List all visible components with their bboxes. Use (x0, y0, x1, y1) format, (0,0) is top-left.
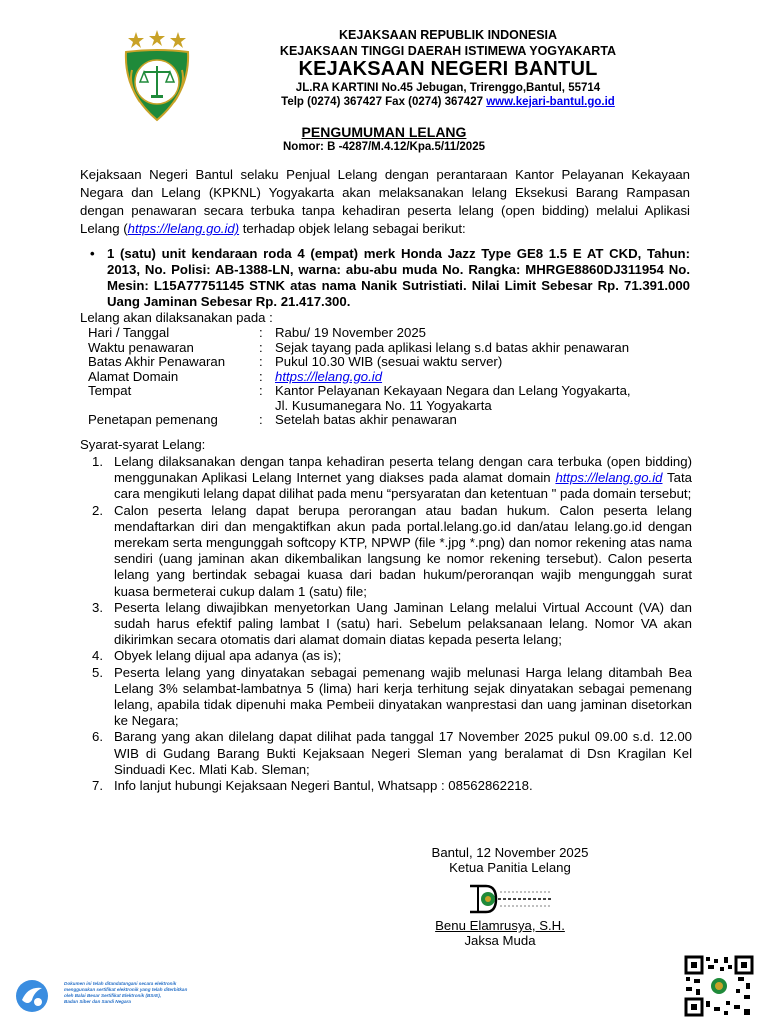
intro-lelang-link[interactable]: https://lelang.go.id) (127, 221, 240, 236)
schedule-value (275, 384, 631, 413)
intro-text-before: Kejaksaan Negeri Bantul selaku Penjual Lelang dengan perantaraan Kantor Pelayanan Kekayaan Negara dan Lelang (KPKNL) Yogyakarta akan melaksanakan lelang Eksekusi Barang Rampasan dengan penawaran secara terbuka tanpa kehadiran peserta lelang (open bidding) melalui Aplikasi Lelang ( (80, 167, 690, 236)
list-item (92, 729, 692, 778)
schedule-label: Tempat (88, 383, 132, 399)
signer-rank: Jaksa Muda (464, 933, 536, 948)
auction-object (90, 246, 690, 310)
signature-role: Ketua Panitia Lelang (449, 860, 571, 875)
schedule-label: Batas Akhir Penawaran (88, 354, 226, 370)
signature-block (400, 845, 620, 875)
letterhead-website-link[interactable]: www.kejari-bantul.go.id (486, 96, 615, 108)
letterhead-contact (248, 96, 648, 108)
bsre-line: Badan Siber dan Sandi Negara (64, 999, 131, 1004)
schedule-intro: Lelang akan dilaksanakan pada : (80, 310, 273, 325)
list-item-number: 1. (92, 454, 103, 469)
schedule-value: Pukul 10.30 WIB (sesuai waktu server) (275, 354, 503, 370)
list-item-text: Obyek lelang dijual apa adanya (as is); (114, 648, 342, 664)
list-item-text: Info lanjut hubungi Kejaksaan Negeri Bantul, Whatsapp : 08562862218. (114, 778, 533, 794)
requirements-title: Syarat-syarat Lelang: (80, 437, 206, 452)
list-item (92, 648, 692, 664)
letterhead-address: JL.RA KARTINI No.45 Jebugan, Trirenggo,Bantul, 55714 (295, 82, 601, 94)
schedule-value: Rabu/ 19 November 2025 (275, 325, 427, 340)
schedule-colon: : (259, 354, 263, 370)
auction-object-description: 1 (satu) unit kendaraan roda 4 (empat) merk Honda Jazz Type GE8 1.5 E AT CKD, Tahun: 2013, No. Polisi: AB-1388-LN, warna: abu-abu muda No. Rangka: MHRGE8860DJ311954 No. Mesin: L15A77751145 STNK atas nama Nanik Sutristiati. Nilai Limit Sebesar Rp. 71.391.000 Uang Jaminan Sebesar Rp. 21.417.300. (107, 246, 690, 309)
list-item (92, 600, 692, 649)
schedule-label: Penetapan pemenang (88, 411, 218, 427)
schedule-colon: : (259, 411, 263, 427)
list-item-number: 2. (92, 502, 103, 518)
list-item-number: 6. (92, 729, 103, 745)
schedule-value-line1: Kantor Pelayanan Kekayaan Negara dan Lelang Yogyakarta, (275, 383, 631, 399)
list-item-text: Peserta lelang diwajibkan menyetorkan Uang Jaminan Lelang melalui Virtual Account (VA) dan sudah harus efektif paling lambat I (satu) hari. Sebelum pelaksanaan lelang. Nomor VA akan dikirimkan secara otomatis dari alamat domain diatas kepada peserta lelang; (114, 599, 692, 648)
list-item-number: 7. (92, 778, 103, 794)
schedule-value-line2: Jl. Kusumanegara No. 11 Yogyakarta (275, 397, 492, 413)
bsre-line: Dokumen ini telah ditandatangani secara elektronik (64, 981, 177, 986)
announcement-number: Nomor: B -4287/M.4.12/Kpa.5/11/2025 (283, 141, 485, 153)
letterhead-office-name: KEJAKSAAN NEGERI BANTUL (298, 58, 598, 80)
bsre-line: oleh Balai Besar Sertifikat Elektronik (BSrE), (64, 993, 162, 998)
bullet-dot: • (90, 246, 95, 261)
bsre-line: menggunakan sertifikat elektronik yang telah diterbitkan (64, 987, 188, 992)
bsre-logo-icon (14, 978, 50, 1014)
list-item-text: Barang yang akan dilelang dapat dilihat pada tanggal 17 November 2025 pukul 09.00 s.d. 12.00 WIB di Gudang Barang Bukti Kejaksaan Negeri Sleman yang beralamat di Dsn Kragilan Kel Sinduadi Kec. Mlati Kab. Sleman; (114, 729, 692, 777)
schedule-label: Alamat Domain (88, 368, 179, 384)
list-item-text: Calon peserta lelang dapat berupa perorangan atau badan hukum. Calon peserta lelang mendaftarkan diri dan mengaktifkan akun pada portal.lelang.go.id dan/atau lelang.go.id dengan merekam serta mengunggah softcopy KTP, NPWP (file *.jpg *.png) dan nomor rekening atas nama sendiri (uang jaminan akan dikembalikan langsung ke nomor rekening tersebut). Calon peserta lelang yang bertindak sebagai kuasa dari badan hukum/peroranqan wajib mengunggah surat kuasa bermeterai cukup dalam 1 (satu) file; (114, 502, 692, 599)
schedule-label: Waktu penawaran (88, 339, 194, 355)
bsre-text (64, 981, 254, 1005)
schedule-value: Setelah batas akhir penawaran (275, 411, 457, 427)
list-item (92, 665, 692, 730)
schedule-colon: : (259, 339, 263, 355)
requirement-lelang-link[interactable]: https://lelang.go.id (555, 470, 663, 486)
list-item-text: Tata cara mengikuti lelang dapat dilihat pada menu “persyaratan dan ketentuan " pada domain tersebut; (114, 470, 692, 502)
list-item (92, 454, 692, 503)
letterhead-line1: KEJAKSAAN REPUBLIK INDONESIA (338, 28, 558, 42)
qr-code-icon (684, 955, 754, 1017)
schedule-colon: : (259, 368, 263, 384)
list-item (92, 778, 692, 794)
schedule-colon: : (259, 383, 263, 399)
list-item-text: Lelang dilaksanakan dengan tanpa kehadiran peserta telang dengan cara terbuka (open bidding) menggunakan Aplikasi Lelang Internet yang diakses pada alamat domain (114, 454, 692, 486)
bsre-footer (14, 978, 244, 1014)
list-item-text: Peserta lelang yang dinyatakan sebagai pemenang wajib melunasi Harga lelang ditambah Bea Lelang 3% selambat-lambatnya 5 (lima) hari kerja terhitung sejak dinyatakan sebagai pemenang lelang, apabila tidak dipenuhi maka Pembeii dinyatakan wanprestasi dan uang jaminan disetorkan ke Negara; (114, 664, 692, 729)
schedule-value: Sejak tayang pada aplikasi lelang s.d batas akhir penawaran (275, 339, 630, 355)
list-item-number: 5. (92, 664, 103, 680)
letterhead (0, 28, 768, 128)
list-item-number: 4. (92, 648, 103, 664)
schedule-label: Hari / Tanggal (88, 325, 170, 340)
letterhead-line2: KEJAKSAAN TINGGI DAERAH ISTIMEWA YOGYAKARTA (279, 44, 617, 58)
list-item-number: 3. (92, 599, 103, 615)
schedule-colon: : (259, 325, 263, 340)
signature-place-date: Bantul, 12 November 2025 (431, 845, 589, 860)
list-item (92, 503, 692, 600)
schedule-domain-link[interactable]: https://lelang.go.id (275, 368, 383, 384)
letterhead-phone: Telp (0274) 367427 Fax (0274) 367427 (281, 96, 487, 108)
signer-block (400, 918, 600, 948)
electronic-signature-mark-icon (466, 880, 556, 918)
intro-text-after: terhadap objek lelang sebagai berikut: (239, 221, 466, 236)
kejaksaan-emblem-icon (118, 30, 196, 122)
signer-name: Benu Elamrusya, S.H. (435, 918, 565, 933)
announcement-heading: PENGUMUMAN LELANG (301, 124, 467, 140)
intro-paragraph (80, 166, 690, 238)
announcement-title-block (0, 124, 768, 153)
requirements-list (92, 454, 692, 794)
